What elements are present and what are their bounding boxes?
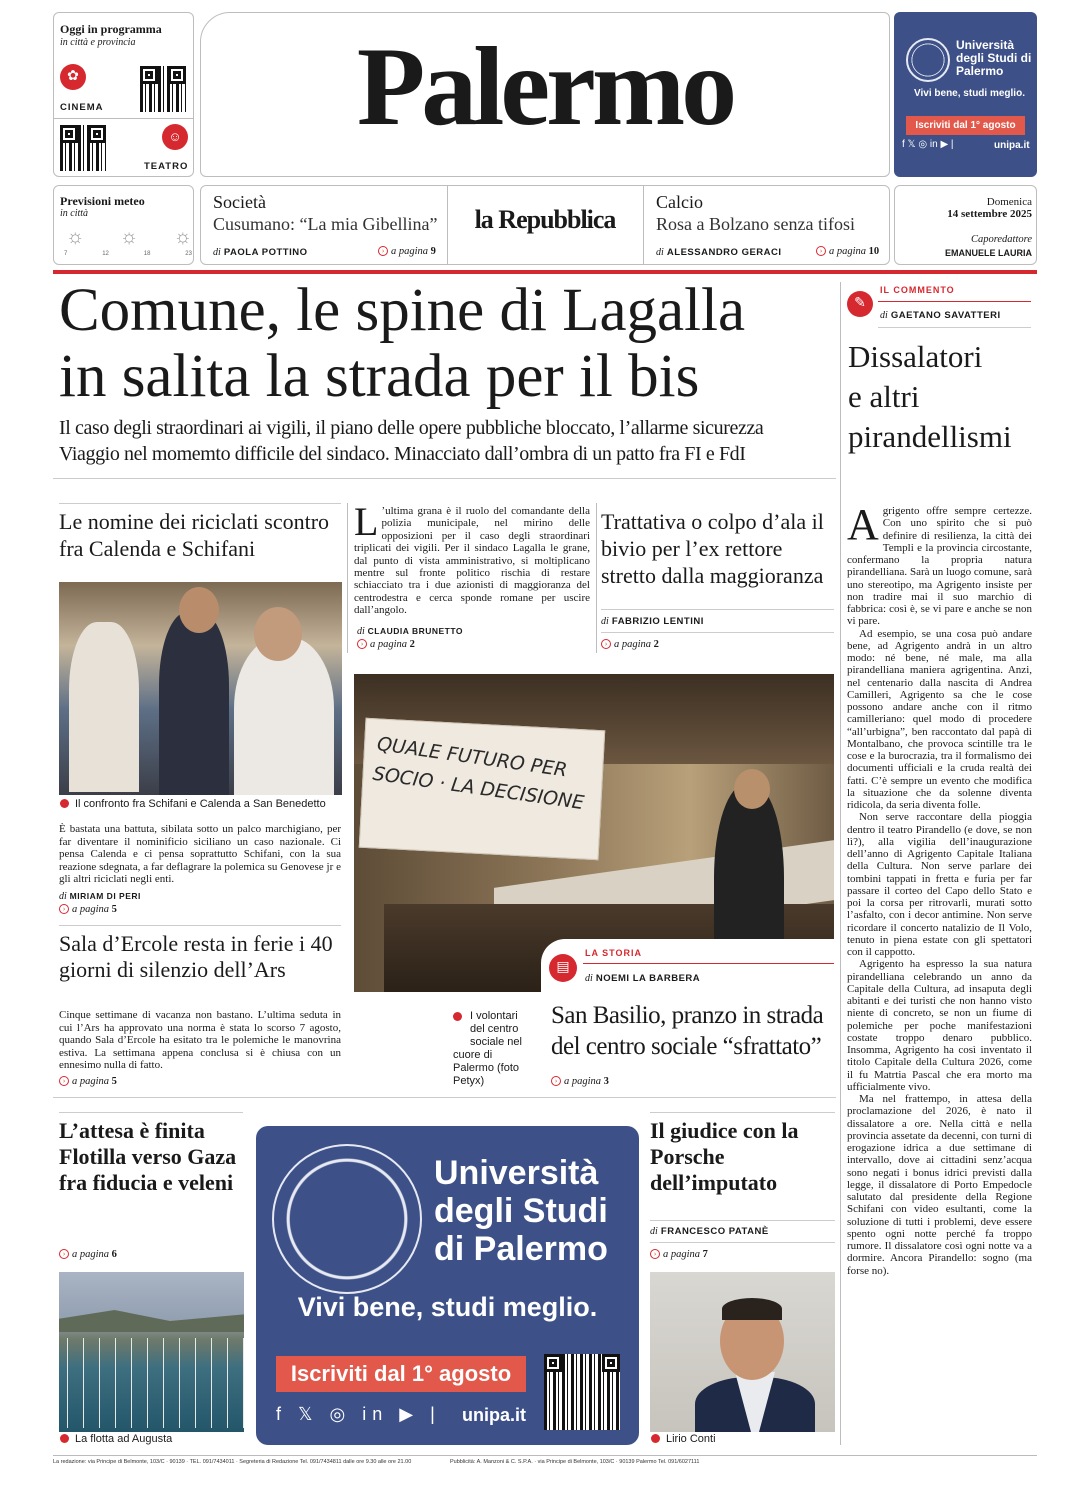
ad-top-brand: Università degli Studi di Palermo (956, 38, 1032, 78)
cinema-icon[interactable]: ✿ (60, 64, 86, 90)
ad-big-brand-1: Università (434, 1154, 599, 1192)
nomine-photo (59, 582, 342, 795)
nomine-caption: Il confronto fra Schifani e Calenda a San Benedetto (60, 798, 326, 810)
commento-body: Agrigento offre sempre certezze. Con uno spirito che si può definire di resilienza, la città dei Templi e la provincia circostante, confermano la propria natura pirandelliana. Sarà un luogo comune, sarà uno stereotipo, ma Agrigento insiste per non tradire mai il suo marchio di fabbrica: così è, se vi pare e anche se non vi pare. Ad esempio, se una cosa può andare bene, ad Agrigento andrà in un altro modo: né bene, né male, ma alla pirandelliana maniera agrigentina. Anzi, nel centenario dalla nascita di Andrea Camilleri, Agrigento sa che le cose possono andare anche con il ritmo camilleriano: quel modo di procedere “all’urbigna”, ben raccontato dal papà di Montalbano, che provoca scintille tra le cose e la burocrazia, tra il formalismo dei documenti ufficiali e la cruda realtà dei fatti. C’è sempre un evento che modifica la situazione che da solenne diventa ridicola, da seria diventa folle. Non serve raccontare della pioggia dentro il teatro Pirandello (e dove, se non lì?), alla vigilia dell’inaugurazione dell’anno di Agrigento Capitale Italiana della Cultura. Non serve parlare dei tombini tappati in fretta e furia per far passare il corteo del Capo dello Stato e poi la corsa per ritrovarli, murati sotto l’asfalto, con i decor antimine. Non serve ricordare il concerto natalizio de Il Volo, tenuto in piena estate con gli spettatori con il cappotto. Agrigento ha espresso la sua natura pirandelliana celebrando un anno da Capitale della Cultura, ad insaputa degli abitanti e dei turisti che non hanno visto niente di concreto, se non un fiume di polemiche per poche manifestazioni costate troppo denaro pubblico. Insomma, Agrigento ha così inventato il titolo Capitale della Cultura 2026, come il fu Matrtia Pascal che era morto ma ufficialmente vivo. Ma nel frattempo, in attesa della proclamazione del 2026, è nato il dissalatore a ore. Nella città e nella provincia assetate da decenni, con turni di erogazione idrica a due settimane di intervallo, dove ai cittadini senz’acqua sono negati i bonus idrici previsti dalla legge, il dissalatore di Porto Empedocle salutato dal presidente della Regione Schifani con video esultanti, come la soluzione di tutti i problemi, deve essere spento ogni notte perché fa troppo rumore. Il dissalatore così ogni notte va a dormire. Ancora Pirandello: sogno (ma forse no). (847, 505, 1032, 1277)
teaser-societa-headline[interactable]: Cusumano: “La mia Gibellina” (213, 214, 438, 234)
nomine-body: È bastata una battuta, sibilata sotto un palco marchigiano, per far diventare il nominificio siciliano un caso nazionale. Ci pensa Calenda e ci pensa soprattutto Schifani, con la sua reazione sdegnata, a far deflagrare la polemica su Genovese jr e gli altri riciclati negli enti. (59, 823, 341, 886)
masthead-title: Palermo (356, 25, 734, 149)
date-date: 14 settembre 2025 (947, 208, 1032, 220)
flotta-caption: La flotta ad Augusta (60, 1433, 172, 1445)
teaser-societa-section: Società (213, 192, 266, 212)
unipa-seal-icon (906, 38, 950, 82)
vigili-page[interactable]: › a pagina 2 (357, 639, 415, 650)
programma-subtitle: in città e provincia (60, 37, 136, 48)
vigili-byline: di CLAUDIA BRUNETTO (357, 626, 464, 637)
cinema-label[interactable]: CINEMA (60, 102, 104, 113)
vigili-body: L ’ultima grana è il ruolo del comandante della polizia municipale, nel mirino delle opposizioni per il caso degli straordinari triplicati dei vigili. Per il sindaco Lagalla le grane, dal punto di vista amministrativo, si moltiplicano mentre sul fronte politico rischia di restare schiacciato tra i due azionisti di maggioranza del centrodestra e cerca sponde romane per uscire dall’angolo. (354, 499, 590, 617)
rettore-headline[interactable]: Trattativa o colpo d’ala il bivio per l’ex rettore stretto dalla maggioranza (601, 509, 824, 588)
red-divider (53, 270, 1037, 274)
lirio-conti-photo (650, 1272, 835, 1432)
programma-title: Oggi in programma (60, 22, 162, 36)
teatro-label[interactable]: TEATRO (144, 161, 189, 172)
commento-title-2[interactable]: e altri (848, 379, 920, 414)
ad-top-slogan: Vivi bene, studi meglio. (914, 88, 1025, 99)
meteo-hours: 7 12 18 23 (64, 251, 192, 257)
teaser-societa-page[interactable]: › a pagina 9 (378, 246, 436, 257)
nomine-byline: di MIRIAM DI PERI (59, 891, 141, 902)
centro-sociale-banner: QUALE FUTURO PER SOCIO · LA DECISIONE (371, 732, 586, 815)
lirio-conti-caption: Lirio Conti (651, 1433, 716, 1445)
ad-big-unipa[interactable] (256, 1126, 639, 1445)
unipa-seal-large-icon (272, 1144, 422, 1294)
date-day: Domenica (986, 196, 1032, 208)
meteo-sun-icons: ☼ ☼ ☼ (66, 226, 192, 248)
ercole-page[interactable]: › a pagina 5 (59, 1076, 117, 1087)
main-headline-2[interactable]: in salita la strada per il bis (59, 343, 700, 410)
storia-byline: di NOEMI LA BARBERA (585, 973, 701, 984)
ad-big-brand-2: degli Studi (434, 1192, 608, 1230)
ad-top-site[interactable]: unipa.it (994, 140, 1030, 151)
teaser-calcio-section: Calcio (656, 192, 703, 212)
meteo-subtitle: in città (60, 208, 89, 219)
commento-kicker: IL COMMENTO (880, 285, 955, 295)
ad-big-slogan: Vivi bene, studi meglio. (297, 1292, 598, 1322)
ad-big-social-icons[interactable]: f 𝕏 ◎ in ▶ | (276, 1404, 441, 1424)
storia-page[interactable]: › a pagina 3 (551, 1076, 609, 1087)
nomine-headline[interactable]: Le nomine dei riciclati scontro fra Calenda e Schifani (59, 509, 330, 561)
teaser-calcio-headline[interactable]: Rosa a Bolzano senza tifosi (656, 214, 855, 234)
ad-big-site[interactable]: unipa.it (462, 1405, 526, 1425)
gaza-page[interactable]: › a pagina 6 (59, 1249, 117, 1260)
gaza-headline[interactable]: L’attesa è finita Flotilla verso Gaza fra fiducia e veleni (59, 1118, 237, 1195)
meteo-title: Previsioni meteo (60, 194, 145, 208)
volontari-caption: I volontari del centro sociale nel cuore di Palermo (foto Petyx) (453, 1010, 522, 1087)
ad-big-qr-code[interactable] (544, 1354, 620, 1430)
ercole-headline[interactable]: Sala d’Ercole resta in ferie i 40 giorni di silenzio dell’Ars (59, 931, 333, 982)
ad-top-unipa[interactable] (894, 12, 1037, 177)
ad-big-cta[interactable]: Iscriviti dal 1° agosto (276, 1356, 526, 1392)
commento-title-3[interactable]: pirandellismi (848, 419, 1012, 454)
ad-big-brand-3: di Palermo (434, 1230, 608, 1268)
commento-icon: ✎ (847, 291, 873, 317)
cinema-qr-code (140, 66, 186, 112)
ad-top-social-icons[interactable]: f 𝕏 ◎ in ▶ | (902, 139, 954, 150)
vigili-dropcap: L (354, 499, 379, 544)
nomine-page[interactable]: › a pagina 5 (59, 904, 117, 915)
ercole-body: Cinque settimane di vacanza non bastano. L’ultima seduta in cui l’Ars ha approvato una norma è stata lo scorso 7 agosto, quando Sala d’Ercole ha esitato tra le polemiche le manovrina estiva. La settimana appena conclusa si è chiusa con un ennesimo nulla di fatto. (59, 1009, 341, 1072)
storia-icon: ▤ (549, 954, 577, 982)
teaser-calcio-byline: di ALESSANDRO GERACI (656, 247, 782, 258)
footer-redazione: La redazione: via Principe di Belmonte, 103/C · 90139 · TEL. 091/7434011 · Segreteria di Redazione Tel. 091/7434811 dalle ore 9.30 alle ore 21.00 (53, 1459, 412, 1465)
rettore-page[interactable]: › a pagina 2 (601, 639, 659, 650)
giudice-headline[interactable]: Il giudice con la Porsche dell’imputato (650, 1118, 799, 1195)
repubblica-logo: la Repubblica (474, 205, 616, 234)
flotta-photo (59, 1272, 244, 1432)
commento-byline: di GAETANO SAVATTERI (880, 310, 1001, 321)
giudice-byline: di FRANCESCO PATANÈ (650, 1226, 769, 1237)
teaser-calcio-page[interactable]: › a pagina 10 (816, 246, 879, 257)
teatro-qr-code (60, 125, 106, 171)
rettore-byline: di FABRIZIO LENTINI (601, 616, 704, 627)
main-subhead-2: Viaggio nel momemto difficile del sindaco. Minacciato dall’ombra di un patto fra FI e FdI (59, 443, 746, 465)
ad-top-cta[interactable]: Iscriviti dal 1° agosto (906, 116, 1025, 135)
teatro-icon[interactable]: ☺ (162, 124, 188, 150)
footer-pubblicita: Pubblicità: A. Manzoni & C. S.P.A. · via Principe di Belmonte, 103/C · 90139 Palermo Tel. 091/6027111 (450, 1459, 700, 1465)
date-role: Caporedattore (970, 234, 1032, 245)
commento-title-1[interactable]: Dissalatori (848, 339, 983, 374)
teaser-societa-byline: di PAOLA POTTINO (213, 247, 308, 258)
main-headline-1[interactable]: Comune, le spine di Lagalla (59, 277, 746, 344)
main-subhead-1: Il caso degli straordinari ai vigili, il piano delle opere pubbliche bloccato, l’allarme sicurezza (59, 417, 764, 439)
date-editor: EMANUELE LAURIA (945, 248, 1032, 258)
giudice-page[interactable]: › a pagina 7 (650, 1249, 708, 1260)
storia-kicker: LA STORIA (585, 948, 643, 958)
commento-dropcap: A (847, 505, 879, 549)
storia-headline[interactable]: San Basilio, pranzo in strada del centro sociale “sfrattato” (551, 1002, 824, 1060)
